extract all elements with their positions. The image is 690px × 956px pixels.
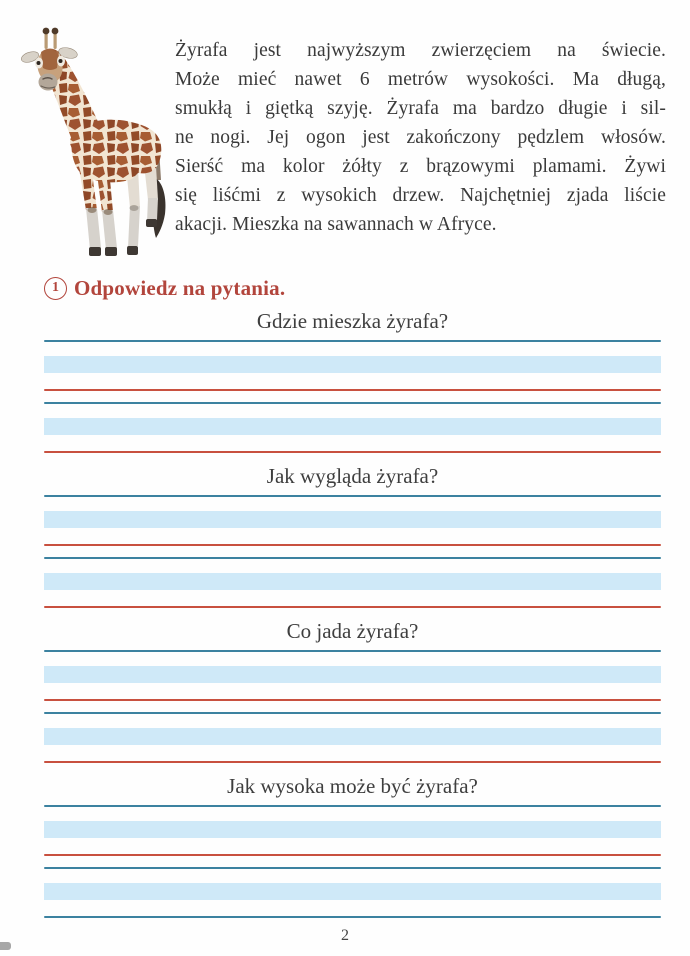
question-text: Gdzie mieszka żyrafa? — [256, 309, 449, 333]
rule-line-base — [44, 544, 661, 546]
question-block-1 — [44, 308, 661, 453]
page-number: 2 — [341, 927, 349, 944]
rule-line-base — [44, 699, 661, 701]
rule-line-base — [44, 451, 661, 453]
rule-line-base — [44, 606, 661, 608]
reading-text — [175, 36, 666, 239]
questions-section — [44, 308, 661, 918]
reading-line: Sierść ma kolor żółty z brązowymi plamami. Żywi — [175, 156, 666, 177]
writing-row — [44, 650, 661, 701]
writing-band — [44, 573, 661, 590]
writing-row — [44, 340, 661, 391]
rule-line-top — [44, 867, 661, 869]
writing-band — [44, 883, 661, 900]
reading-line: smukłą i giętką szyję. Żyrafa ma bardzo długie i sil- — [175, 98, 666, 119]
writing-band — [44, 356, 661, 373]
writing-row — [44, 867, 661, 918]
writing-band — [44, 728, 661, 745]
answer-lines — [44, 805, 661, 918]
rule-line-base — [44, 761, 661, 763]
question-block-4 — [44, 773, 661, 918]
exercise-header — [44, 274, 690, 302]
reading-line: się liśćmi z wysokich drzew. Najchętniej zjada liście — [175, 185, 666, 206]
writing-row — [44, 557, 661, 608]
answer-lines — [44, 495, 661, 608]
question-text: Co jada żyrafa? — [286, 619, 419, 643]
writing-row — [44, 402, 661, 453]
reading-line: ne nogi. Jej ogon jest zakończony pędzlem włosów. — [175, 127, 666, 148]
rule-line-top — [44, 805, 661, 807]
rule-line-top — [44, 340, 661, 342]
answer-lines — [44, 340, 661, 453]
writing-row — [44, 805, 661, 856]
reading-section — [0, 0, 690, 258]
reading-line: Żyrafa jest najwyższym zwierzęciem na świecie. — [175, 40, 666, 61]
rule-line-top — [44, 650, 661, 652]
giraffe-svg — [20, 22, 175, 262]
writing-row — [44, 712, 661, 763]
rule-line-top — [44, 557, 661, 559]
rule-line-bottom — [44, 916, 661, 918]
rule-line-top — [44, 402, 661, 404]
question-block-2 — [44, 463, 661, 608]
writing-band — [44, 511, 661, 528]
question-block-3 — [44, 618, 661, 763]
question-text: Jak wysoka może być żyrafa? — [227, 774, 478, 798]
reading-line: akacji. Mieszka na sawannach w Afryce. — [175, 214, 497, 235]
writing-row — [44, 495, 661, 546]
writing-band — [44, 418, 661, 435]
page-footer — [0, 927, 690, 945]
scan-corner-mark — [0, 942, 11, 950]
rule-line-base — [44, 854, 661, 856]
rule-line-top — [44, 712, 661, 714]
exercise-number-badge: 1 — [44, 277, 67, 300]
answer-lines — [44, 650, 661, 763]
rule-line-base — [44, 389, 661, 391]
reading-line: Może mieć nawet 6 metrów wysokości. Ma długą, — [175, 69, 666, 90]
question-text: Jak wygląda żyrafa? — [266, 464, 439, 488]
rule-line-top — [44, 495, 661, 497]
writing-band — [44, 821, 661, 838]
writing-band — [44, 666, 661, 683]
exercise-title: Odpowiedz na pytania. — [74, 275, 286, 300]
giraffe-illustration — [20, 22, 175, 262]
